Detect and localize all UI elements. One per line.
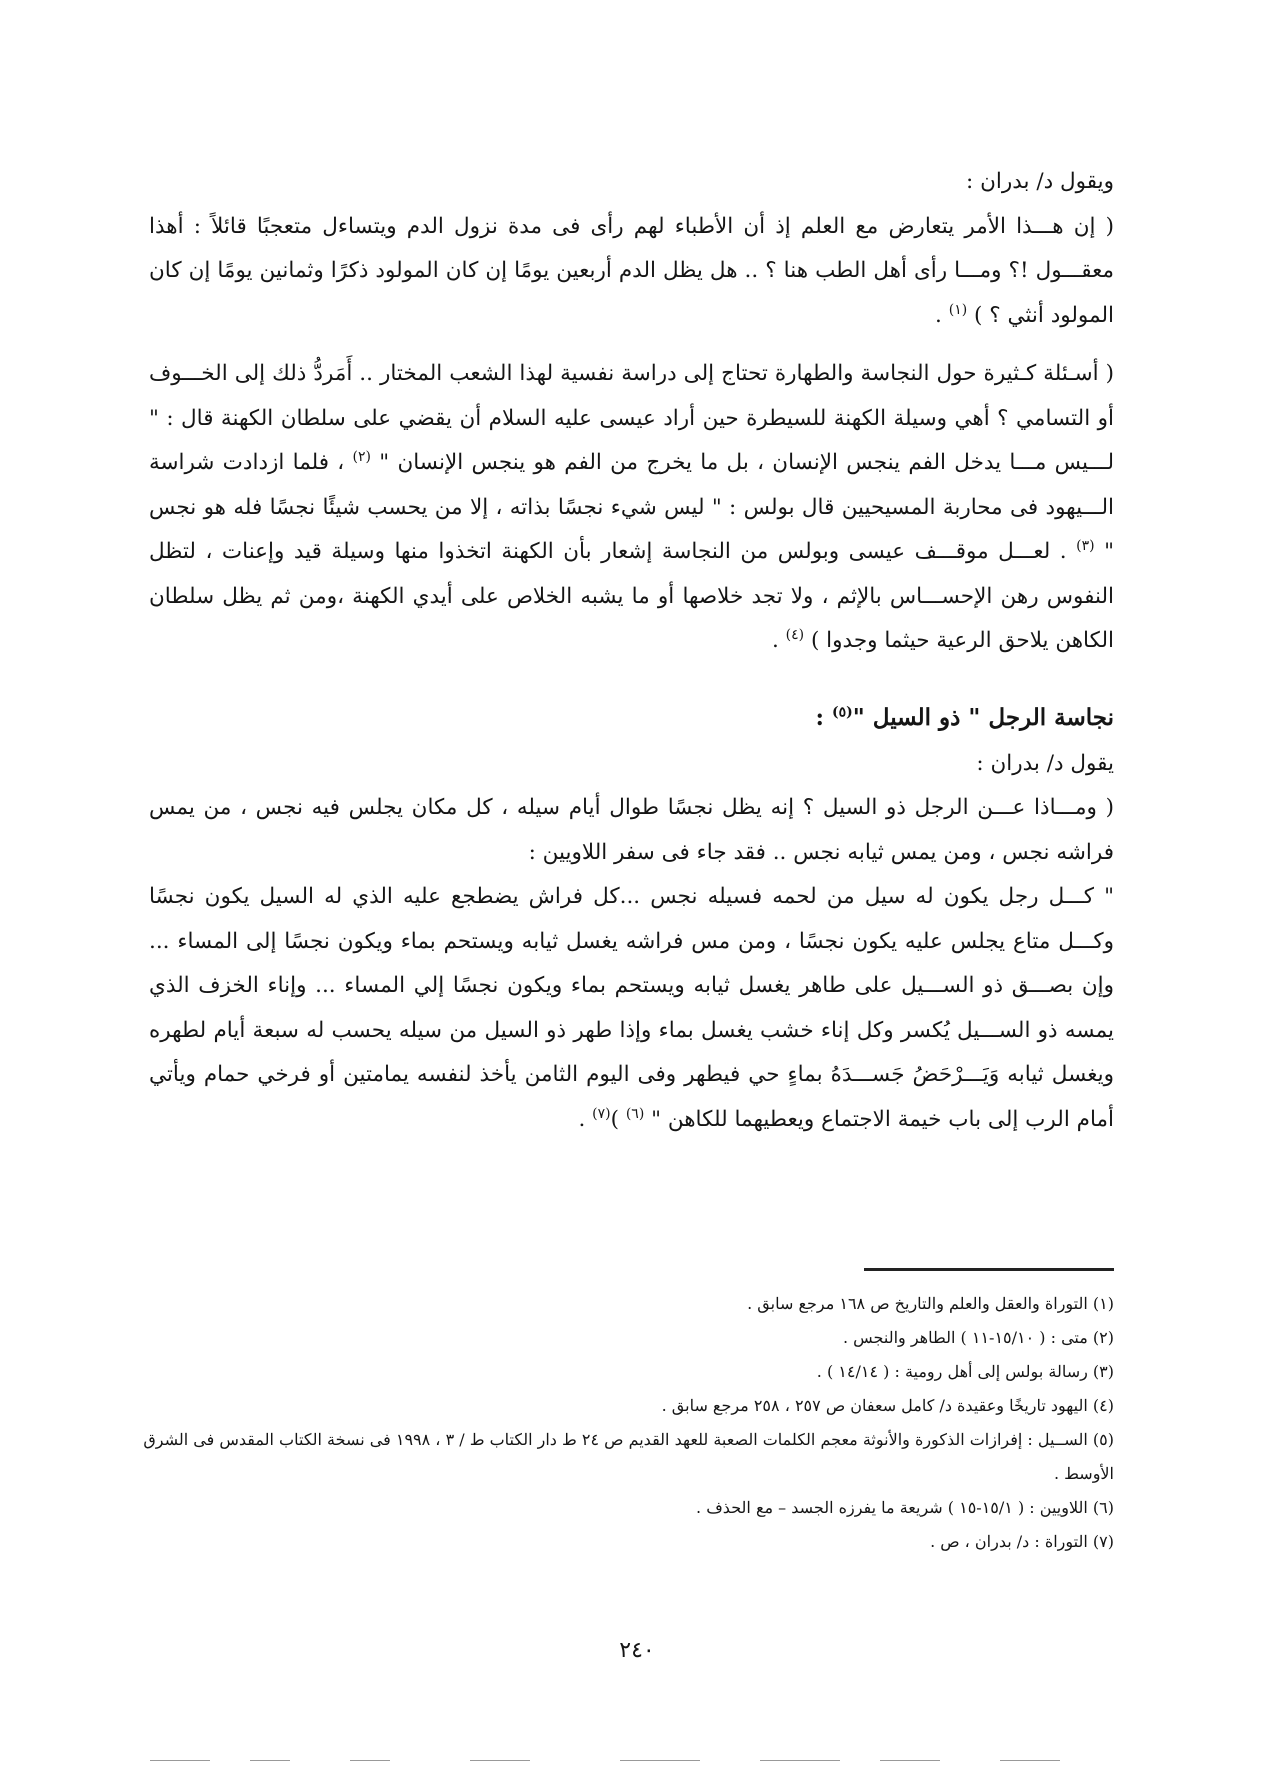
- footnote-divider: [864, 1268, 1114, 1271]
- footnote-ref-4[interactable]: (٤): [785, 626, 805, 643]
- page-number: ٢٤٠: [619, 1638, 655, 1663]
- footnote-ref-7[interactable]: (٧): [592, 1105, 611, 1122]
- paragraph-quote-3: [149, 786, 1114, 875]
- scan-mark: [150, 1760, 210, 1761]
- footnote-5: (٥) الســيل : إفرازات الذكورة والأنوثة معجم الكلمات الصعبة للعهد القديم ص ٢٤ ط دار الكتاب ط / ٣ ، ١٩٩٨ فى نسخة الكتاب المقدس فى الشرق الأوسط .: [143, 1430, 1114, 1483]
- paragraph-text: " كـــل رجل يكون له سيل من لحمه فسيله نجس ...كل فراش يضطجع عليه الذي له السيل يكون نجسًا وكـــل متاع يجلس عليه يكون نجسًا ، ومن مس فراشه يغسل ثيابه ويستحم بماء ويكون نجسًا إلى المساء ... وإن بصـــق ذو الســـيل على طاهر يغسل ثيابه ويستحم بماء ويكون نجسًا إلي المساء ... وإناء الخزف الذي يمسه ذو الســـيل يُكسر وكل إناء خشب يغسل بماء وإذا طهر ذو السيل من سيله يحسب له سبعة أيام لطهره ويغسل ثيابه وَيَـــرْحَضُ جَســـدَهُ بماءٍ حي فيطهر وفى اليوم الثامن يأخذ لنفسه يمامتين أو فرخي حمام ويأتي أمام الرب إلى باب خيمة الاجتماع ويعطيهما للكاهن ": [149, 884, 1114, 1132]
- footnote-4: (٤) اليهود تاريخًا وعقيدة د/ كامل سعفان ص ٢٥٧ ، ٢٥٨ مرجع سابق .: [661, 1396, 1114, 1415]
- paragraph-text: ( إن هـــذا الأمر يتعارض مع العلم إذ أن الأطباء لهم رأى فى مدة نزول الدم ويتساءل متعجبًا قائلاً : أهذا معقـــول !؟ ومـــا رأى أهل الطب هنا ؟ .. هل يظل الدم أربعين يومًا إن كان المولود ذكرًا وثمانين يومًا إن كان المولود أنثي ؟ ): [149, 213, 1114, 328]
- paragraph-text: يقول د/ بدران :: [976, 750, 1114, 776]
- footnote-ref-6[interactable]: (٦): [625, 1105, 645, 1122]
- footnote-1: (١) التوراة والعقل والعلم والتاريخ ص ١٦٨ مرجع سابق .: [747, 1294, 1114, 1313]
- paragraph-scripture: [149, 875, 1114, 1142]
- paragraph-quote-1: [149, 205, 1114, 339]
- paragraph-intro-2: [149, 742, 1114, 787]
- main-text: [149, 160, 1114, 1142]
- scan-mark: [250, 1760, 290, 1761]
- punctuation: .: [578, 1106, 593, 1132]
- footnote-3: (٣) رسالة بولس إلى أهل رومية : ( ١٤/١٤ ) .: [816, 1362, 1114, 1381]
- scan-mark: [880, 1760, 940, 1761]
- paragraph-quote-2: [149, 352, 1114, 664]
- footnote-ref-3[interactable]: (٣): [1076, 537, 1095, 554]
- paragraph-text: ( ومـــاذا عـــن الرجل ذو السيل ؟ إنه يظل نجسًا طوال أيام سيله ، كل مكان يجلس فيه نجس ، من يمس فراشه نجس ، ومن يمس ثيابه نجس .. فقد جاء فى سفر اللاويين :: [149, 795, 1114, 865]
- section-heading: [149, 694, 1114, 742]
- scan-mark: [620, 1760, 700, 1761]
- scan-mark: [350, 1760, 390, 1761]
- paragraph-intro-1: [149, 160, 1114, 205]
- paragraph-text: . لعـــل موقـــف عيسى وبولس من النجاسة إشعار بأن الكهنة اتخذوا منها وسيلة قيد وإعنات ، لتظل النفوس رهن الإحســـاس بالإثم ، ولا تجد خلاصها أو ما يشبه الخلاص على أيدي الكهنة ،ومن ثم يظل سلطان الكاهن يلاحق الرعية حيثما وجدوا ): [149, 539, 1114, 653]
- footnote-ref-2[interactable]: (٢): [352, 448, 371, 465]
- heading-text: نجاسة الرجل " ذو السيل ": [852, 703, 1114, 731]
- punctuation: .: [771, 628, 786, 653]
- punctuation: .: [935, 302, 949, 328]
- footnotes: [114, 1287, 1114, 1559]
- footnote-ref-1[interactable]: (١): [948, 301, 968, 318]
- paragraph-text: ( أسـئلة كـثيرة حول النجاسة والطهارة تحتاج إلى دراسة نفسية لهذا الشعب المختار .. أَمَردُّ ذلك إلى الخـــوف أو التسامي ؟ أهي وسيلة الكهنة للسيطرة حين أراد عيسى عليه السلام أن يقضي على سلطان الكهنة قال : " لـــيس مـــا يدخل الفم ينجس الإنسان ، بل ما يخرج من الفم هو ينجس الإنسان ": [149, 361, 1114, 475]
- footnote-ref-5[interactable]: (٥): [832, 703, 853, 720]
- scan-mark: [1000, 1760, 1060, 1761]
- paragraph-text: ، فلما ازدادت شراسة الـــيهود فى محاربة المسيحيين قال بولس : " ليس شيء نجسًا بذاته ، إلا من يحسب شيئًا نجسًا فله هو نجس ": [149, 450, 1114, 564]
- scan-mark: [760, 1760, 840, 1761]
- footnote-6: (٦) اللاويين : ( ١٥/١-١٥ ) شريعة ما يفرزه الجسد – مع الحذف .: [696, 1498, 1114, 1517]
- footnote-7: (٧) التوراة : د/ بدران ، ص .: [930, 1532, 1114, 1551]
- paragraph-text: ويقول د/ بدران :: [966, 169, 1114, 194]
- punctuation: :: [815, 703, 832, 731]
- footnote-2: (٢) متى : ( ١٥/١٠-١١ ) الطاهر والنجس .: [842, 1328, 1114, 1347]
- scan-mark: [470, 1760, 530, 1761]
- punctuation: ): [610, 1106, 626, 1132]
